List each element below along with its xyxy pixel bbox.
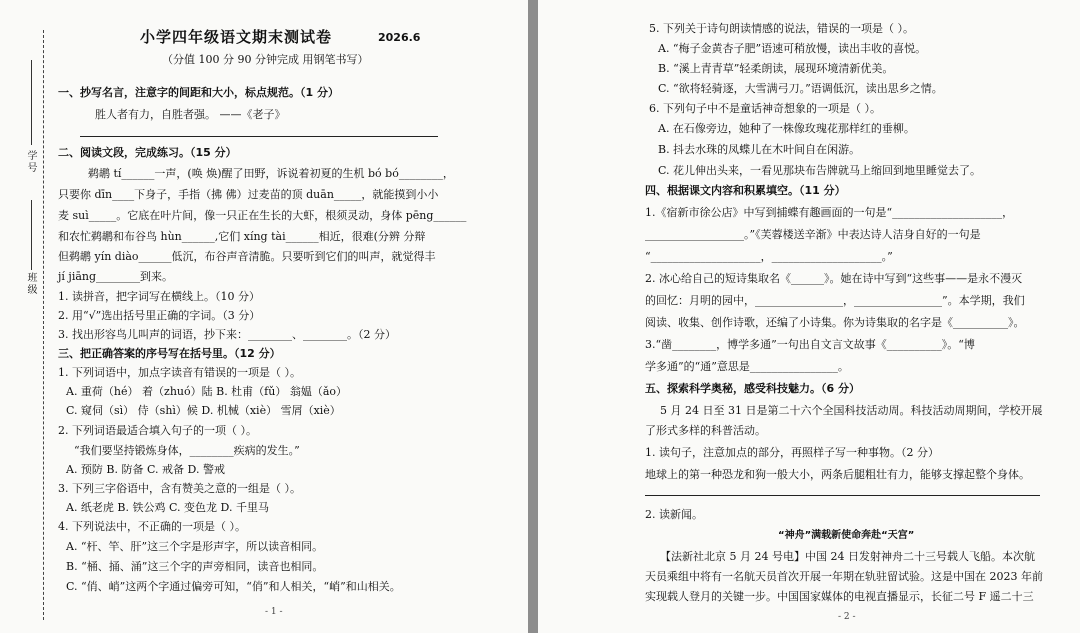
binding-line [43,30,44,620]
option-line: C. “欲将轻骑逐，大雪满弓刀。”语调低沉，读出思乡之情。 [658,82,943,95]
exam-subtitle: （分值 100 分 90 分钟完成 用钢笔书写） [162,53,369,66]
passage-line: 了形式多样的科普活动。 [645,424,766,437]
option-line: A. 在石像旁边，她种了一株像玫瑰花那样红的垂柳。 [658,122,915,135]
exam-date: 2026.6 [378,31,421,44]
question: “____________________，____________________。” [645,250,893,263]
section-heading: 三、把正确答案的序号写在括号里。（12 分） [58,347,281,360]
passage-line: 只要你 dīn____下身子，手指（拂 佛）过麦苗的顶 duān_____，就能摸到小小 [58,188,439,201]
passage-line: 鹈鹕 tí______一声，(唤 焕)醒了田野，诉说着初夏的生机 bó bó________， [88,167,454,180]
question: 学多通”的“通”意思是________________。 [645,360,849,373]
question: 6. 下列句子中不是童话神奇想象的一项是（ ）。 [649,102,881,115]
class-blank [31,200,32,270]
question: __________________。”《芙蓉楼送辛渐》中表达诗人洁身自好的一句是 [645,228,981,241]
option-line: A. 重荷（hé） 着（zhuó）陆 B. 杜甫（fǔ） 翁媪（ǎo） [66,385,348,398]
question: 3.“凿________，博学多通”一句出自文言文故事《__________》。“博 [645,338,975,351]
question: 的回忆：月明的园中，________________，________________”。本学期，我们 [645,294,1025,307]
exam-title: 小学四年级语文期末测试卷 [140,28,333,46]
exam-page-2 [538,0,1080,633]
quote-line: 胜人者有力，自胜者强。 ——《老子》 [95,108,286,121]
exam-page-1 [0,0,528,633]
question: 1. 读拼音，把字词写在横线上。（10 分） [58,290,260,303]
option-line: A. “梅子金黄杏子肥”语速可稍放慢，读出丰收的喜悦。 [658,42,927,55]
question: 2. 用“√”选出括号里正确的字词。（3 分） [58,309,261,322]
answer-line [645,495,1040,496]
page-number: - 1 - [265,607,283,617]
question: 3. 下列三字俗语中，含有赞美之意的一组是（ ）。 [58,482,301,495]
class-label: 班级 [25,272,36,296]
page-gap [528,0,538,633]
student-no-label: 学号 [25,150,36,174]
news-headline: “神舟”满载新使命奔赴“天宫” [778,530,915,541]
news-line: 【法新社北京 5 月 24 号电】中国 24 日发射神舟二十三号载人飞船。本次航 [660,550,1035,563]
question: 2. 读新闻。 [645,508,703,521]
option-line: C. “俏、峭”这两个字通过偏旁可知，“俏”和人相关，“峭”和山相关。 [66,580,401,593]
question: 2. 下列词语最适合填入句子的一项（ ）。 [58,424,257,437]
news-line: 天员乘组中将有一名航天员首次开展一年期在轨驻留试验。这是中国在 2023 年前 [645,570,1043,583]
option-line: B. “桶、捅、涌”这三个字的声旁相同，读音也相同。 [66,560,324,573]
passage-line: jí jiāng________到来。 [58,270,174,283]
question: 4. 下列说法中，不正确的一项是（ ）。 [58,520,246,533]
example-sentence: 地球上的第一种恐龙和狗一般大小，两条后腿粗壮有力，能够支撑起整个身体。 [645,468,1030,481]
section-heading: 五、探索科学奥秘，感受科技魅力。（6 分） [645,382,860,395]
passage-line: 但鹈鹕 yín diào______低沉，布谷声音清脆。只要听到它们的叫声，就觉得丰 [58,250,436,263]
section-heading: 二、阅读文段，完成练习。（15 分） [58,146,237,159]
copy-answer-line [80,136,438,137]
question-sentence: “我们要坚持锻炼身体，________疾病的发生。” [74,444,300,457]
option-line: B. 抖去水珠的凤蝶儿在木叶间自在闲游。 [658,143,861,156]
page-number: - 2 - [838,612,856,622]
question: 1.《宿新市徐公店》中写到捕蝶有趣画面的一句是“____________________， [645,206,1014,219]
option-line: B. “溪上青青草”轻柔朗读，展现环境清新优美。 [658,62,894,75]
option-line: C. 窥伺（sì） 侍（shì）候 D. 机械（xiè） 雪屑（xiè） [66,404,341,417]
question: 3. 找出形容鸟儿叫声的词语，抄下来：________、________。（2 分） [58,328,396,341]
option-line: C. 花儿伸出头来，一看见那块布告牌就马上缩回到地里睡觉去了。 [658,164,982,177]
passage-line: 麦 suì_____。它底在叶片间，像一只正在生长的大虾，根须灵动，身体 pēng______ [58,209,467,222]
question: 2. 冰心给自己的短诗集取名《______》。她在诗中写到“这些事——是永不漫灭 [645,272,1023,285]
passage-line: 和农忙鹈鹕和布谷鸟 hùn______,它们 xíng tài______相近，很难(分辨 分辩 [58,230,426,243]
question: 1. 下列词语中，加点字读音有错误的一项是（ ）。 [58,366,301,379]
question: 阅读、收集、创作诗歌，还编了小诗集。你为诗集取的名字是《__________》。 [645,316,1025,329]
question: 5. 下列关于诗句朗读情感的说法，错误的一项是（ ）。 [649,22,914,35]
option-line: A. 纸老虎 B. 铁公鸡 C. 变色龙 D. 千里马 [66,501,269,514]
section-heading: 一、抄写名言，注意字的间距和大小，标点规范。（1 分） [58,86,339,99]
passage-line: 5 月 24 日至 31 日是第二十六个全国科技活动周。科技活动周期间，学校开展 [660,404,1043,417]
student-no-blank [31,60,32,145]
question: 1. 读句子，注意加点的部分，再照样子写一种事物。（2 分） [645,446,939,459]
section-heading: 四、根据课文内容和积累填空。（11 分） [645,184,846,197]
option-line: A. 预防 B. 防备 C. 戒备 D. 警戒 [66,463,225,476]
news-line: 实现载人登月的关键一步。中国国家媒体的电视直播显示，长征二号 F 遥二十三 [645,590,1034,603]
option-line: A. “杆、竿、肝”这三个字是形声字，所以读音相同。 [66,540,324,553]
